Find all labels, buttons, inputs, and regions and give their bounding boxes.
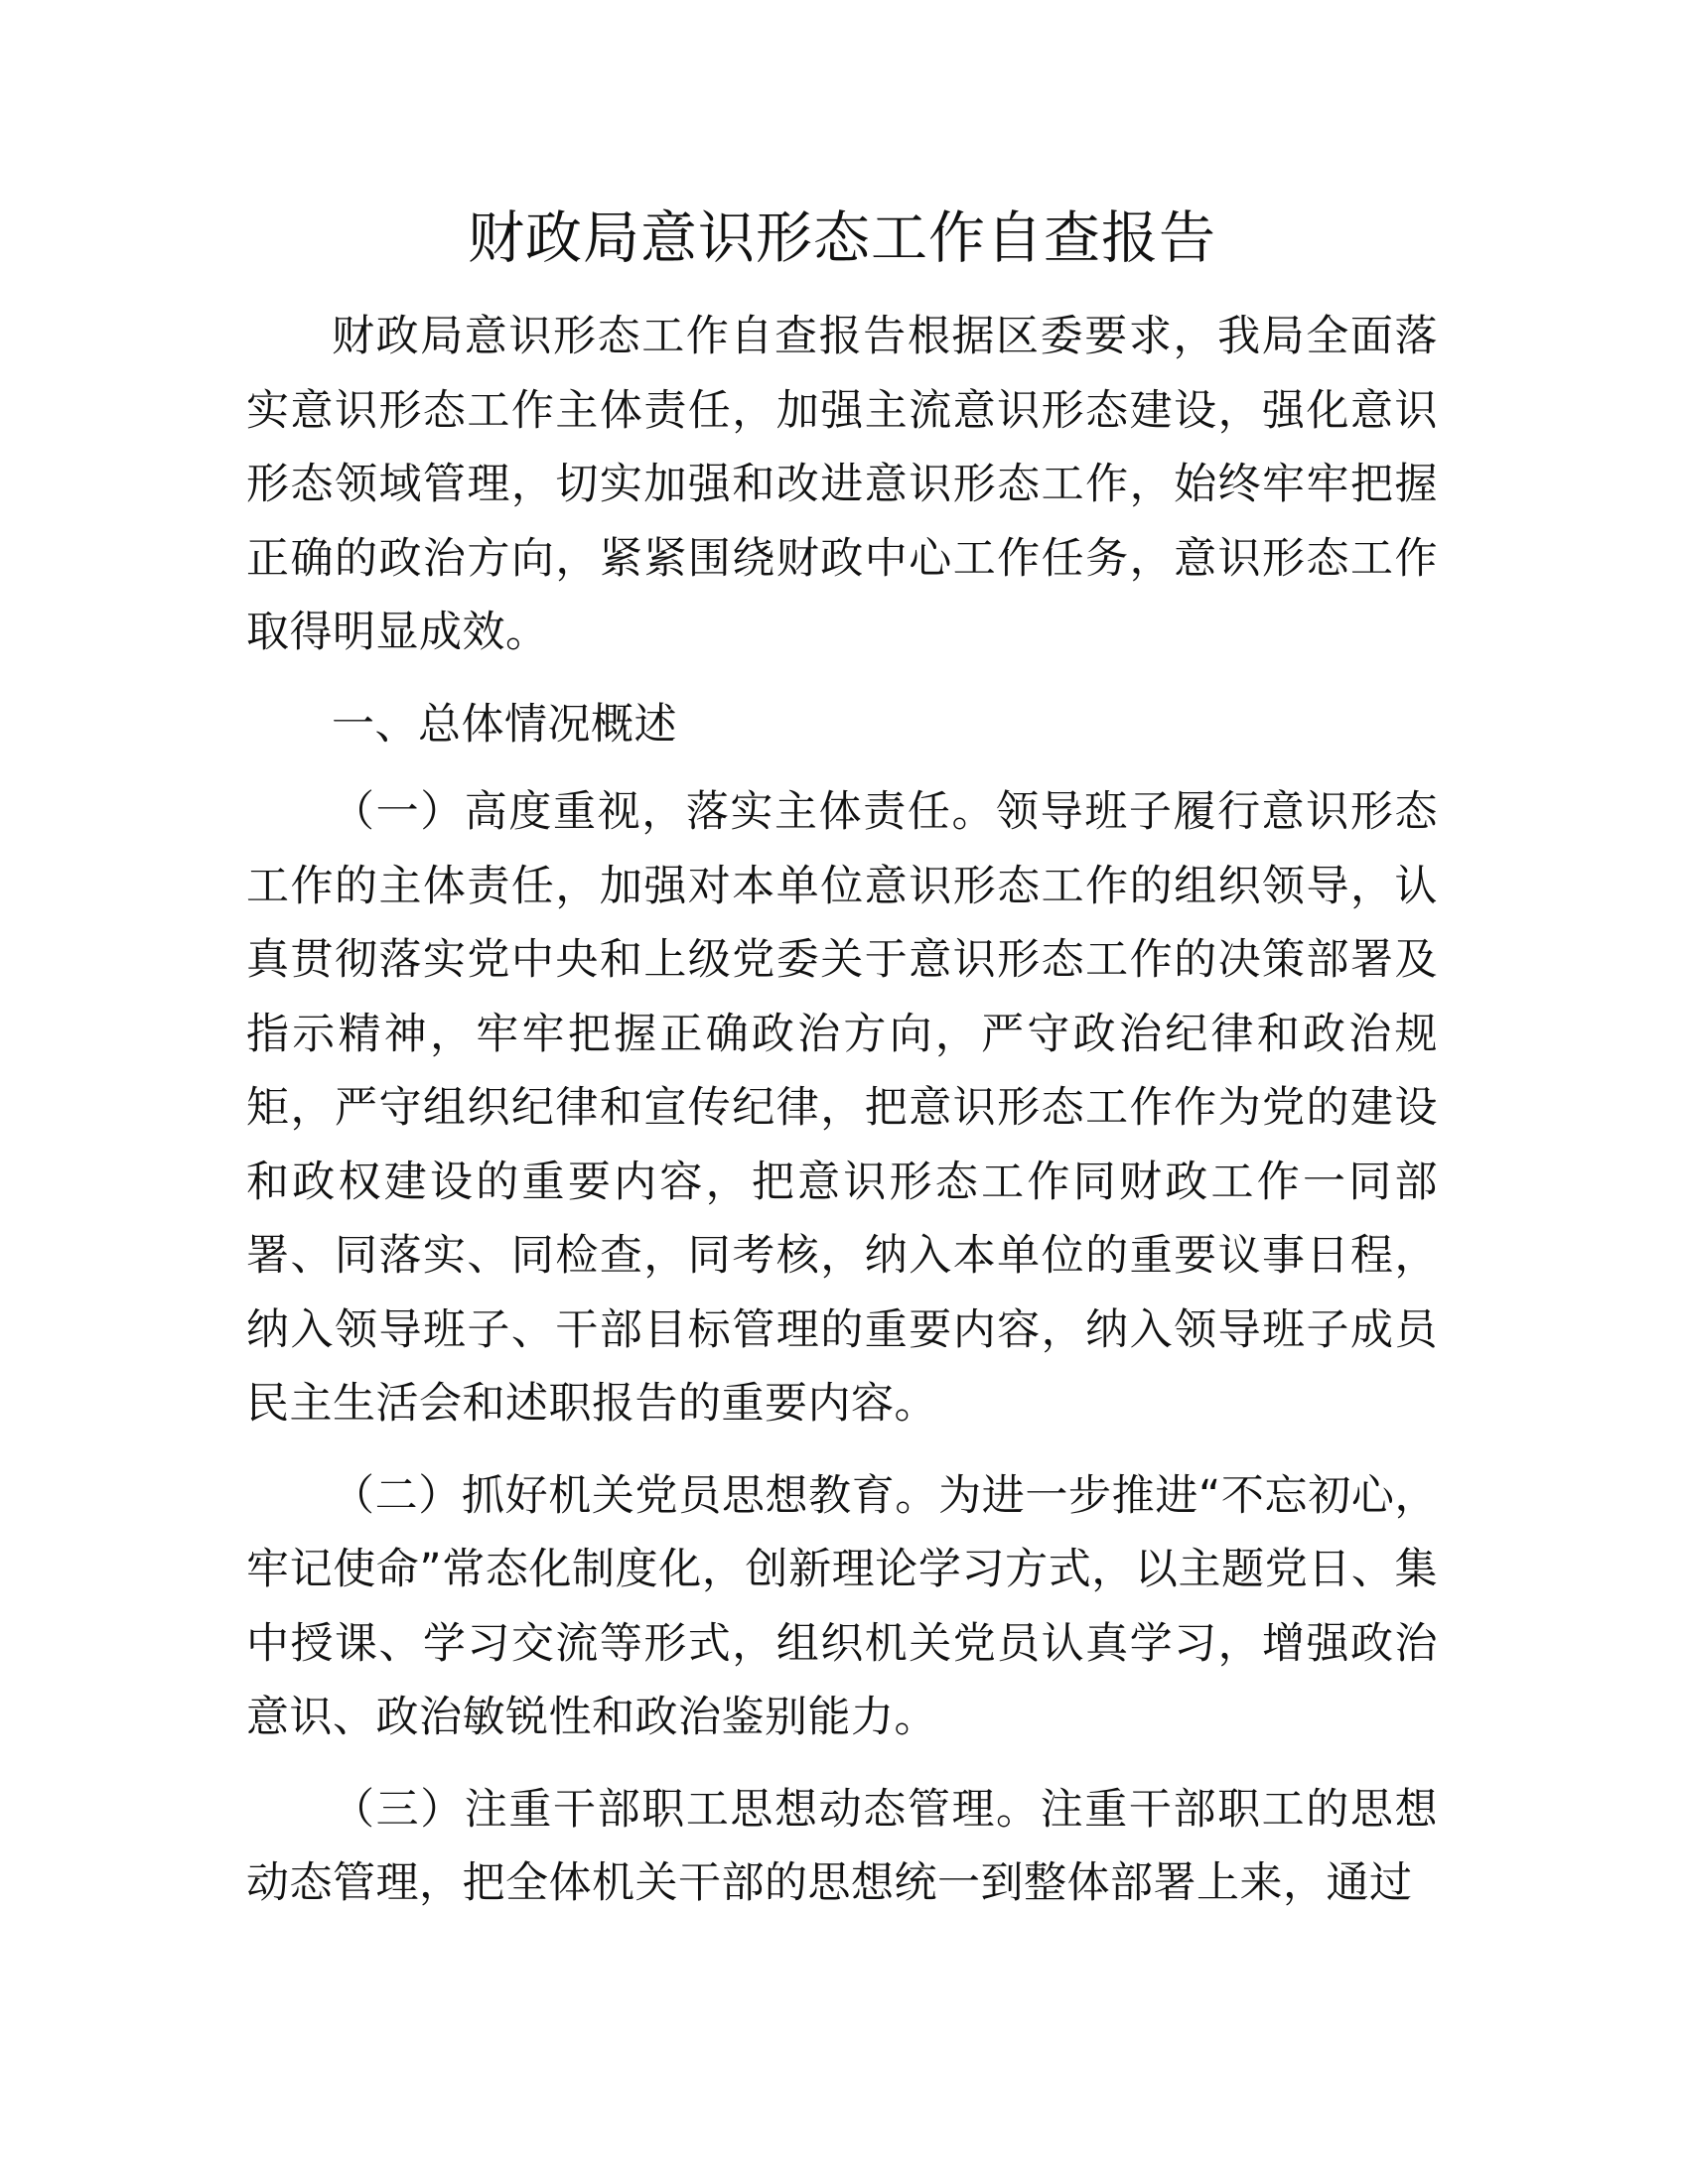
- paragraph-1: （一）高度重视，落实主体责任。领导班子履行意识形态工作的主体责任，加强对本单位意识形态工作的组织领导，认真贯彻落实党中央和上级党委关于意识形态工作的决策部署及指示精神，牢牢把握正确政治方向，严守政治纪律和政治规矩，严守组织纪律和宣传纪律，把意识形态工作作为党的建设和政权建设的重要内容，把意识形态工作同财政工作一同部署、同落实、同检查，同考核，纳入本单位的重要议事日程，纳入领导班子、干部目标管理的重要内容，纳入领导班子成员民主生活会和述职报告的重要内容。: [246, 787, 1438, 1429]
- paragraph-3: （三）注重干部职工思想动态管理。注重干部职工的思想动态管理，把全体机关干部的思想统一到整体部署上来，通过: [246, 1784, 1438, 1908]
- intro-paragraph: 财政局意识形态工作自查报告根据区委要求，我局全面落实意识形态工作主体责任，加强主流意识形态建设，强化意识形态领域管理，切实加强和改进意识形态工作，始终牢牢把握正确的政治方向，紧紧围绕财政中心工作任务，意识形态工作取得明显成效。: [246, 312, 1438, 657]
- document-title: 财政局意识形态工作自查报告: [468, 205, 1216, 271]
- document-body: [246, 189, 1438, 1921]
- section-heading-1: 一、总体情况概述: [332, 699, 677, 750]
- paragraph-2: （二）抓好机关党员思想教育。为进一步推进“不忘初心，牢记使命”常态化制度化，创新理论学习方式，以主题党日、集中授课、学习交流等形式，组织机关党员认真学习，增强政治意识、政治敏锐性和政治鉴别能力。: [246, 1470, 1438, 1742]
